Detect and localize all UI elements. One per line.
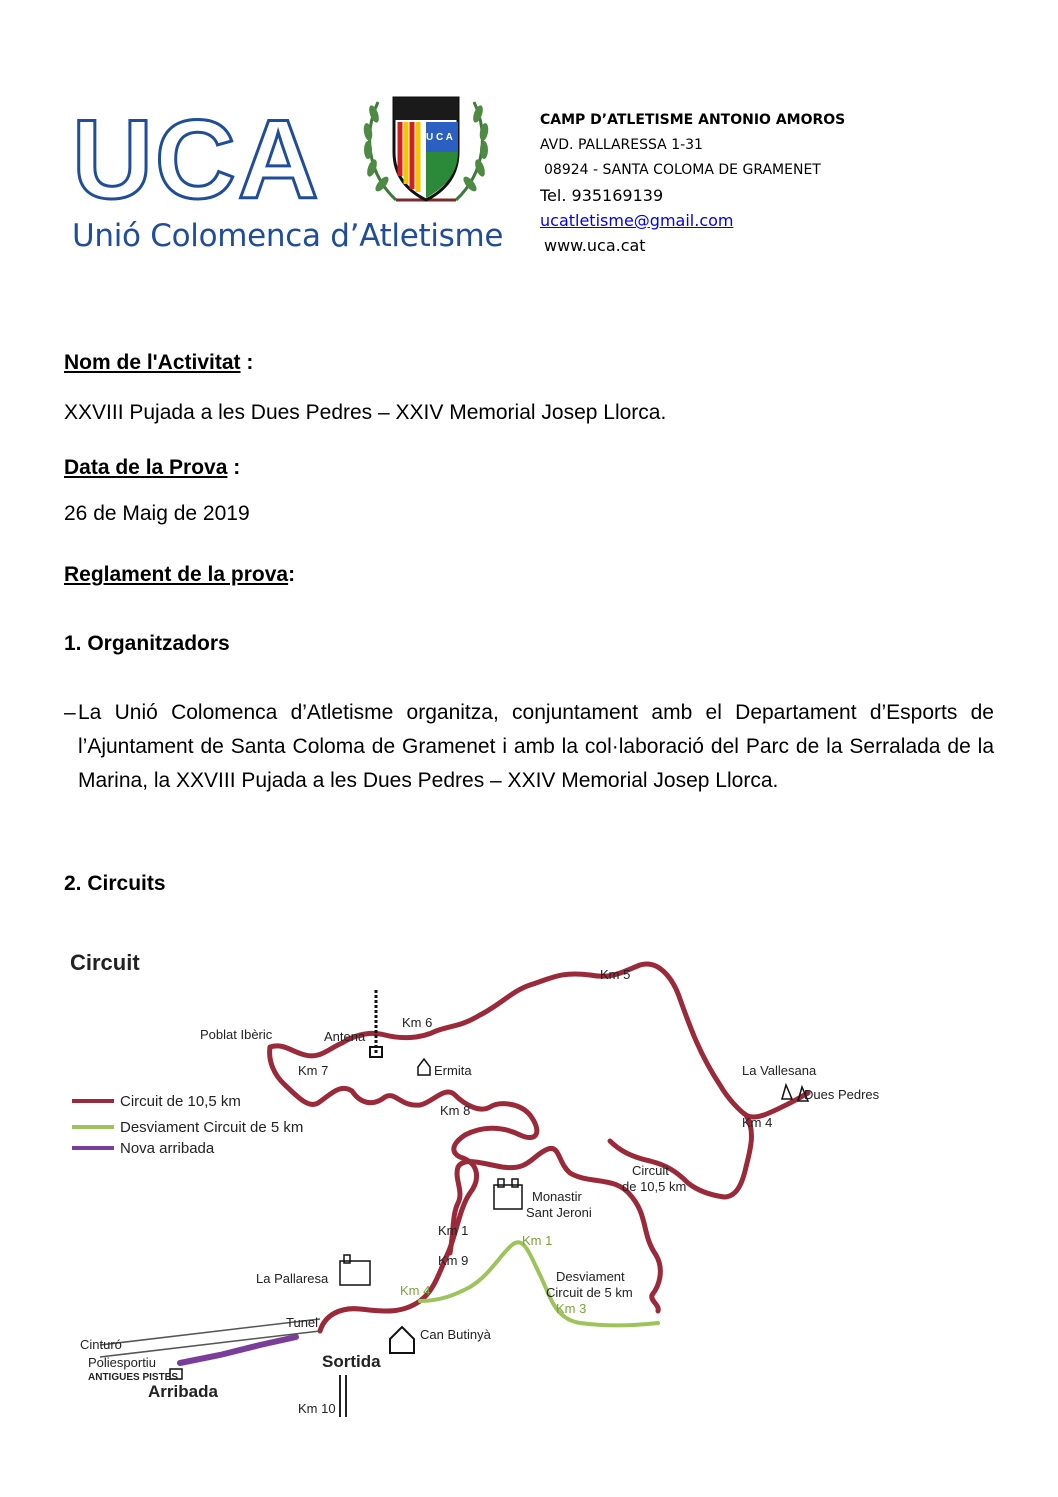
section-1-title: 1. Organitzadors — [64, 632, 230, 655]
contact-city: 08924 - SANTA COLOMA DE GRAMENET — [544, 162, 821, 178]
contact-title: CAMP D’ATLETISME ANTONIO AMOROS — [540, 112, 846, 128]
label-km1-red: Km 1 — [438, 1223, 469, 1238]
section-1-text: La Unió Colomenca d’Atletisme organitza, conjuntament amb el Departament d’Esports de l’Ajuntament de Santa Coloma de Gramenet i amb la col·laboració del Parc de la Serralada de la Marina, la XXVIII Pujada a les Dues Pedres – XXIV Memorial Josep Llorca. — [78, 701, 994, 792]
label-km1-green: Km 1 — [522, 1233, 553, 1248]
circuit-map — [60, 935, 1020, 1425]
label-km9: Km 9 — [438, 1253, 469, 1268]
rules-label: Reglament de la prova — [64, 563, 289, 586]
label-poliesportiu: Poliesportiu — [88, 1355, 156, 1370]
label-km6: Km 6 — [402, 1015, 433, 1030]
section-2-title: 2. Circuits — [64, 872, 166, 895]
label-km8: Km 8 — [440, 1103, 471, 1118]
logo-subtitle: Unió Colomenca d’Atletisme — [72, 218, 504, 254]
label-antena: Antena — [324, 1029, 366, 1044]
date-value: 26 de Maig de 2019 — [64, 502, 250, 525]
section-1-paragraph — [64, 696, 994, 798]
label-vallesana: La Vallesana — [742, 1063, 817, 1078]
map-legend — [72, 1093, 303, 1157]
label-desv-b: Circuit de 5 km — [546, 1285, 633, 1300]
activity-heading — [64, 351, 994, 375]
contact-email-link[interactable]: ucatletisme@gmail.com — [540, 211, 734, 230]
label-km10: Km 10 — [298, 1401, 336, 1416]
label-km7: Km 7 — [298, 1063, 329, 1078]
label-pallaresa: La Pallaresa — [256, 1271, 329, 1286]
contact-phone: Tel. 935169139 — [540, 186, 664, 205]
map-title: Circuit — [70, 950, 140, 975]
contact-address: AVD. PALLARESSA 1-31 — [540, 137, 703, 153]
activity-value: XXVIII Pujada a les Dues Pedres – XXIV Memorial Josep Llorca. — [64, 401, 667, 424]
label-ermita: Ermita — [434, 1063, 472, 1078]
pallaresa-icon — [340, 1255, 370, 1285]
road-sortida — [340, 1375, 346, 1417]
label-sortida: Sortida — [322, 1352, 381, 1371]
label-circuit-105-b: de 10,5 km — [622, 1179, 687, 1194]
activity-colon: : — [240, 351, 254, 374]
label-cinturo: Cinturó — [80, 1337, 122, 1352]
rules-heading — [64, 563, 994, 587]
date-heading — [64, 456, 994, 480]
contact-block — [538, 108, 845, 258]
activity-label: Nom de l'Activitat — [64, 351, 241, 374]
crest-letters: U C A — [426, 132, 453, 143]
label-monastir-b: Sant Jeroni — [526, 1205, 592, 1220]
legend-purple-label: Nova arribada — [120, 1140, 215, 1157]
antenna-icon — [370, 990, 382, 1057]
label-desv-a: Desviament — [556, 1269, 625, 1284]
club-crest-icon — [356, 92, 496, 212]
legend-red-label: Circuit de 10,5 km — [120, 1093, 241, 1110]
label-km3-green: Km 3 — [556, 1301, 587, 1316]
date-label: Data de la Prova — [64, 456, 228, 479]
label-antigues-pistes: ANTIGUES PISTES — [88, 1372, 179, 1383]
rules-colon: : — [288, 563, 296, 586]
label-circuit-105-a: Circuit — [632, 1163, 669, 1178]
club-logo — [66, 97, 506, 270]
label-tunel: Tunel — [286, 1315, 319, 1330]
label-monastir-a: Monastir — [532, 1189, 582, 1204]
date-colon: : — [227, 456, 241, 479]
label-km4-green: Km 4 — [400, 1283, 431, 1298]
label-poblat: Poblat Ibèric — [200, 1027, 273, 1042]
label-arribada: Arribada — [148, 1382, 218, 1401]
label-can-butinya: Can Butinyà — [420, 1327, 491, 1342]
label-km4-right: Km 4 — [742, 1115, 773, 1130]
legend-green-label: Desviament Circuit de 5 km — [120, 1119, 304, 1136]
monastir-icon — [494, 1179, 522, 1209]
list-dash: – — [64, 701, 76, 724]
logo-letters: UCA — [72, 97, 321, 222]
can-butinya-icon — [390, 1327, 414, 1353]
label-km5: Km 5 — [600, 967, 631, 982]
ermita-icon — [418, 1059, 430, 1075]
label-dues-pedres: Dues Pedres — [804, 1087, 880, 1102]
contact-website: www.uca.cat — [544, 236, 646, 255]
